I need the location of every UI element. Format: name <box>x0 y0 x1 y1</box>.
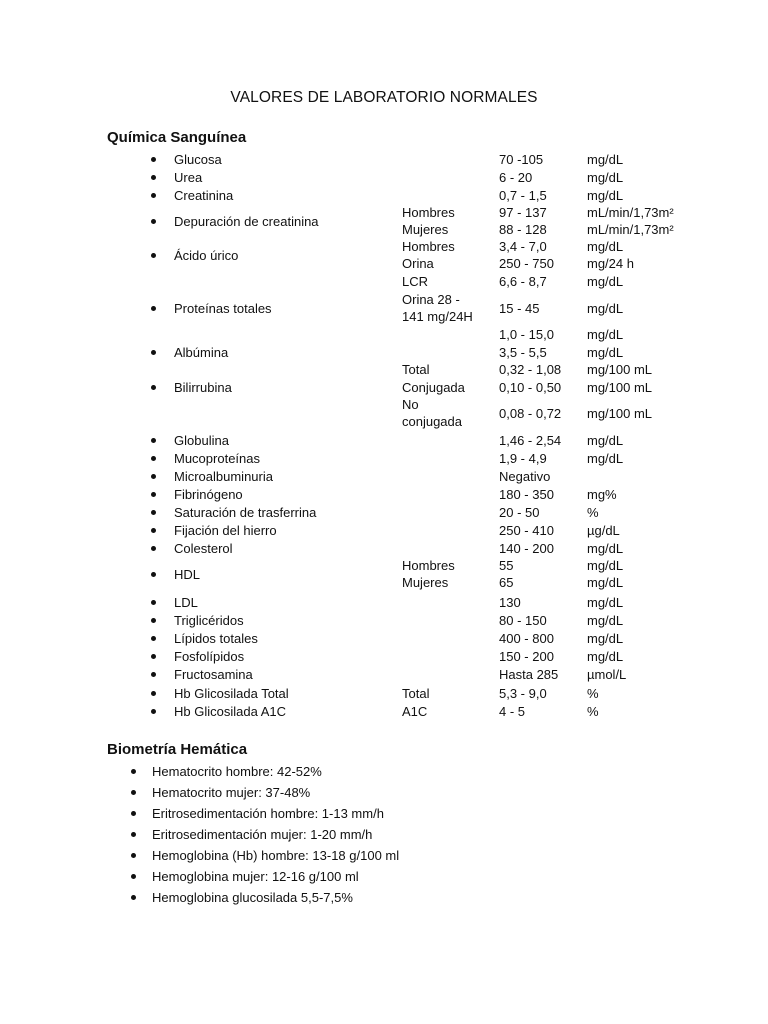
table-row <box>0 238 768 272</box>
test-condition: Mujeres <box>402 575 449 590</box>
test-value: 80 - 150 <box>499 612 547 628</box>
test-condition: Conjugada <box>402 379 465 395</box>
bullet-icon <box>151 709 156 714</box>
table-row <box>0 431 768 449</box>
test-unit: mg/dL <box>587 344 624 360</box>
table-row <box>0 204 768 238</box>
test-name: Hb Glicosilada A1C <box>174 703 286 719</box>
test-unit: µg/dL <box>587 522 620 538</box>
table-row <box>0 539 768 557</box>
table-row <box>0 665 768 683</box>
table-row <box>0 395 768 431</box>
test-name: Bilirrubina <box>174 379 232 395</box>
test-condition: Hombres <box>402 239 455 254</box>
test-condition: Orina 28 - <box>402 292 460 307</box>
bullet-icon <box>151 385 156 390</box>
test-value: 97 - 137 <box>499 205 547 220</box>
test-value: 250 - 750 <box>499 256 554 271</box>
test-name: Microalbuminuria <box>174 468 273 484</box>
test-unit: µmol/L <box>587 666 627 682</box>
list-item <box>0 867 768 887</box>
table-row <box>0 629 768 647</box>
test-condition: 141 mg/24H <box>402 309 473 324</box>
test-condition: Total <box>402 685 430 701</box>
bullet-icon <box>151 350 156 355</box>
test-unit: mg/dL <box>587 239 624 254</box>
test-name: Globulina <box>174 432 229 448</box>
table-row <box>0 593 768 611</box>
test-condition: No <box>402 397 419 412</box>
test-value: Hasta 285 <box>499 666 559 682</box>
test-condition: Hombres <box>402 558 455 573</box>
test-condition: A1C <box>402 703 428 719</box>
test-unit: mL/min/1,73m² <box>587 222 674 237</box>
test-value: 70 -105 <box>499 151 544 167</box>
test-value: 140 - 200 <box>499 540 554 556</box>
list-item-text: Hemoglobina (Hb) hombre: 13-18 g/100 ml <box>152 848 400 863</box>
test-unit: mg/dL <box>587 300 624 316</box>
test-condition: conjugada <box>402 414 462 429</box>
bullet-icon <box>151 157 156 162</box>
list-item-text: Hematocrito mujer: 37-48% <box>152 785 311 800</box>
bullet-icon <box>151 253 156 258</box>
bullet-icon <box>151 456 156 461</box>
test-name: Ácido úrico <box>174 247 239 263</box>
table-row <box>0 684 768 702</box>
test-unit: mg/dL <box>587 575 624 590</box>
bullet-icon <box>151 219 156 224</box>
test-value: 0,10 - 0,50 <box>499 379 562 395</box>
bullet-icon <box>151 546 156 551</box>
list-item-text: Hematocrito hombre: 42-52% <box>152 764 322 779</box>
test-value: 5,3 - 9,0 <box>499 685 547 701</box>
table-row <box>0 186 768 204</box>
test-value: 3,5 - 5,5 <box>499 344 547 360</box>
test-value: 1,0 - 15,0 <box>499 326 554 342</box>
test-unit: mg/dL <box>587 273 624 289</box>
test-name: Saturación de trasferrina <box>174 504 317 520</box>
test-name: Fijación del hierro <box>174 522 277 538</box>
test-name: Proteínas totales <box>174 300 272 316</box>
test-condition: Hombres <box>402 205 455 220</box>
test-name: Depuración de creatinina <box>174 213 319 229</box>
test-unit: mg/100 mL <box>587 405 653 421</box>
test-name: Albúmina <box>174 344 229 360</box>
bullet-icon <box>151 528 156 533</box>
test-value: 3,4 - 7,0 <box>499 239 547 254</box>
test-value: 150 - 200 <box>499 648 554 664</box>
bullet-icon <box>151 618 156 623</box>
table-row <box>0 150 768 168</box>
table-row <box>0 467 768 485</box>
test-unit: mg/dL <box>587 594 624 610</box>
test-value: 1,46 - 2,54 <box>499 432 562 448</box>
list-item-text: Hemoglobina glucosilada 5,5-7,5% <box>152 890 353 905</box>
test-name: Hb Glicosilada Total <box>174 685 289 701</box>
test-unit: mg/dL <box>587 630 624 646</box>
test-value: 6 - 20 <box>499 169 533 185</box>
test-condition: Orina <box>402 256 434 271</box>
list-item <box>0 825 768 845</box>
section-heading-biometria: Biometría Hemática <box>107 741 248 758</box>
bullet-icon <box>151 193 156 198</box>
test-value: 4 - 5 <box>499 703 526 719</box>
bullet-icon <box>151 306 156 311</box>
list-item-text: Eritrosedimentación mujer: 1-20 mm/h <box>152 827 373 842</box>
bullet-icon <box>151 636 156 641</box>
test-unit: mg/100 mL <box>587 379 653 395</box>
bullet-icon <box>151 654 156 659</box>
test-value: 6,6 - 8,7 <box>499 273 547 289</box>
bullet-icon <box>151 572 156 577</box>
test-unit: mg/dL <box>587 151 624 167</box>
table-row <box>0 521 768 539</box>
test-condition: Mujeres <box>402 222 449 237</box>
table-row <box>0 702 768 720</box>
table-row <box>0 503 768 521</box>
table-row <box>0 378 768 396</box>
bullet-icon <box>151 510 156 515</box>
test-unit: mg% <box>587 486 617 502</box>
bullet-icon <box>131 790 136 795</box>
bullet-icon <box>131 832 136 837</box>
test-unit: % <box>587 685 599 701</box>
list-item <box>0 888 768 908</box>
test-unit: mg/dL <box>587 450 624 466</box>
test-name: Urea <box>174 169 203 185</box>
table-row <box>0 168 768 186</box>
bullet-icon <box>151 691 156 696</box>
list-item-text: Eritrosedimentación hombre: 1-13 mm/h <box>152 806 384 821</box>
test-value: 88 - 128 <box>499 222 547 237</box>
bullet-icon <box>151 175 156 180</box>
bullet-icon <box>131 811 136 816</box>
list-item <box>0 762 768 782</box>
table-row <box>0 343 768 361</box>
test-unit: mg/dL <box>587 326 624 342</box>
test-value: 65 <box>499 575 514 590</box>
test-unit: mg/dL <box>587 187 624 203</box>
test-value: 55 <box>499 558 514 573</box>
test-condition: LCR <box>402 273 429 289</box>
test-unit: mg/dL <box>587 648 624 664</box>
test-name: Fibrinógeno <box>174 486 243 502</box>
test-name: Creatinina <box>174 187 234 203</box>
table-row <box>0 485 768 503</box>
table-row <box>0 325 768 343</box>
test-unit: mg/dL <box>587 432 624 448</box>
table-row <box>0 557 768 591</box>
bullet-icon <box>151 672 156 677</box>
test-value: 400 - 800 <box>499 630 554 646</box>
bullet-icon <box>131 874 136 879</box>
table-row <box>0 611 768 629</box>
test-name: Lípidos totales <box>174 630 258 646</box>
test-name: Fosfolípidos <box>174 648 245 664</box>
bullet-icon <box>131 895 136 900</box>
test-value: 180 - 350 <box>499 486 554 502</box>
test-value: 1,9 - 4,9 <box>499 450 547 466</box>
bullet-icon <box>131 769 136 774</box>
test-name: Glucosa <box>174 151 222 167</box>
section-heading-quimica: Química Sanguínea <box>107 129 247 146</box>
table-row <box>0 647 768 665</box>
table-row <box>0 290 768 326</box>
test-value: 0,7 - 1,5 <box>499 187 547 203</box>
test-name: LDL <box>174 594 198 610</box>
test-value: 250 - 410 <box>499 522 554 538</box>
test-value: 20 - 50 <box>499 504 540 520</box>
test-unit: mg/100 mL <box>587 362 653 377</box>
list-item <box>0 783 768 803</box>
test-unit: mL/min/1,73m² <box>587 205 674 220</box>
list-item <box>0 804 768 824</box>
list-item <box>0 846 768 866</box>
bullet-icon <box>151 492 156 497</box>
test-name: HDL <box>174 566 201 582</box>
test-name: Mucoproteínas <box>174 450 260 466</box>
test-name: Triglicéridos <box>174 612 244 628</box>
list-item-text: Hemoglobina mujer: 12-16 g/100 ml <box>152 869 359 884</box>
bullet-icon <box>131 853 136 858</box>
test-unit: % <box>587 703 599 719</box>
test-unit: mg/dL <box>587 540 624 556</box>
test-name: Colesterol <box>174 540 233 556</box>
table-row <box>0 272 768 290</box>
test-unit: % <box>587 504 599 520</box>
test-value: 0,32 - 1,08 <box>499 362 562 377</box>
bullet-icon <box>151 600 156 605</box>
test-name: Fructosamina <box>174 666 253 682</box>
page-title: VALORES DE LABORATORIO NORMALES <box>230 89 538 106</box>
test-condition: Total <box>402 362 430 377</box>
test-value: 0,08 - 0,72 <box>499 405 562 421</box>
test-value: 15 - 45 <box>499 300 540 316</box>
test-unit: mg/dL <box>587 558 624 573</box>
test-unit: mg/24 h <box>587 256 634 271</box>
table-row <box>0 361 768 378</box>
test-unit: mg/dL <box>587 169 624 185</box>
bullet-icon <box>151 474 156 479</box>
table-row <box>0 449 768 467</box>
test-value: 130 <box>499 594 521 610</box>
test-unit: mg/dL <box>587 612 624 628</box>
test-value: Negativo <box>499 468 551 484</box>
bullet-icon <box>151 438 156 443</box>
